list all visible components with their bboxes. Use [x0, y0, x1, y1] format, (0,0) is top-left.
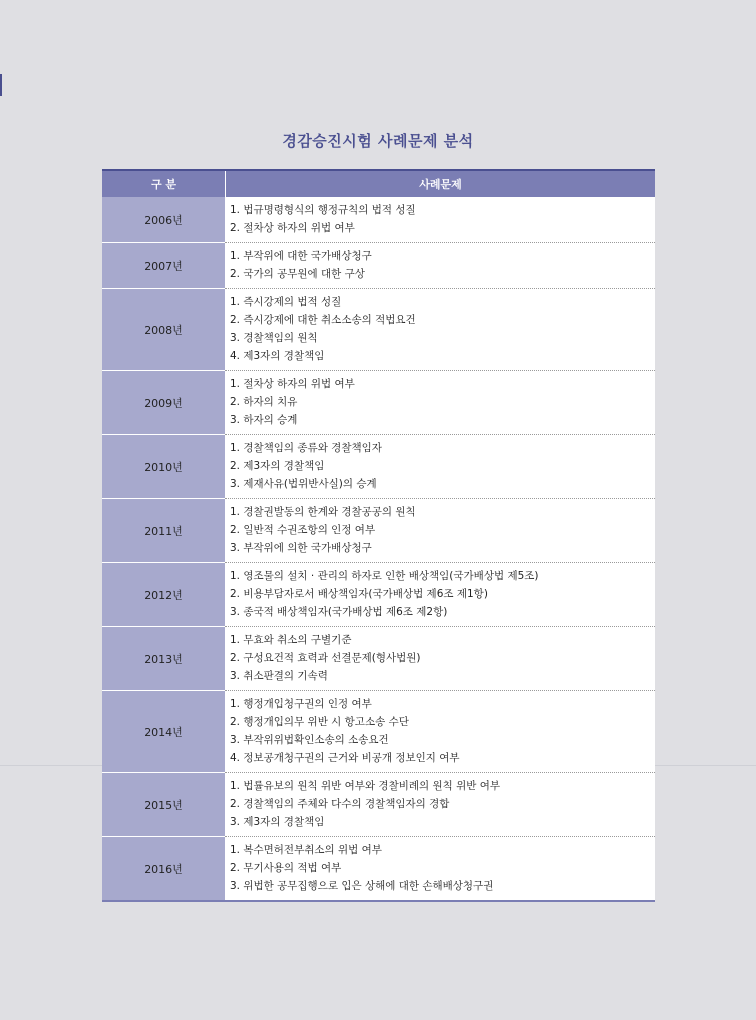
case-item: 1. 법규명령형식의 행정규칙의 법적 성질: [230, 204, 416, 216]
row-case-list: [225, 243, 655, 289]
case-item: 3. 취소판결의 기속력: [230, 670, 328, 682]
case-item: 3. 부작위에 의한 국가배상청구: [230, 542, 372, 554]
case-item: 1. 절차상 하자의 위법 여부: [230, 378, 355, 390]
left-edge-marker: [0, 74, 2, 96]
case-item: 3. 하자의 승계: [230, 414, 298, 426]
case-item: 2. 국가의 공무원에 대한 구상: [230, 268, 365, 280]
case-item: 1. 부작위에 대한 국가배상청구: [230, 250, 372, 262]
row-case-list: [225, 197, 655, 243]
case-item: 3. 위법한 공무집행으로 입은 상해에 대한 손해배상청구권: [230, 880, 494, 892]
case-analysis-table: [102, 169, 655, 902]
row-case-list: [225, 627, 655, 691]
case-item: 1. 무효와 취소의 구별기준: [230, 634, 352, 646]
case-item: 2. 경찰책임의 주체와 다수의 경찰책임자의 경합: [230, 798, 450, 810]
case-item: 1. 경찰책임의 종류와 경찰책임자: [230, 442, 382, 454]
row-year: 2008년: [102, 289, 225, 371]
table-row: [102, 837, 655, 902]
table-row: [102, 499, 655, 563]
case-item: 2. 구성요건적 효력과 선결문제(형사법원): [230, 652, 421, 664]
table-row: [102, 563, 655, 627]
table-row: [102, 773, 655, 837]
row-year: 2013년: [102, 627, 225, 691]
row-year: 2006년: [102, 197, 225, 243]
case-item: 1. 복수면허전부취소의 위법 여부: [230, 844, 382, 856]
table-row: [102, 627, 655, 691]
case-item: 4. 제3자의 경찰책임: [230, 350, 325, 362]
row-year: 2016년: [102, 837, 225, 902]
row-year: 2009년: [102, 371, 225, 435]
header-case-questions: 사례문제: [225, 171, 655, 197]
row-case-list: [225, 773, 655, 837]
row-year: 2007년: [102, 243, 225, 289]
case-item: 2. 절차상 하자의 위법 여부: [230, 222, 355, 234]
table-row: [102, 435, 655, 499]
case-item: 2. 하자의 치유: [230, 396, 298, 408]
row-case-list: [225, 499, 655, 563]
case-item: 3. 경찰책임의 원칙: [230, 332, 318, 344]
row-case-list: [225, 371, 655, 435]
case-item: 4. 정보공개청구권의 근거와 비공개 정보인지 여부: [230, 752, 460, 764]
case-item: 1. 즉시강제의 법적 성질: [230, 296, 342, 308]
table-body: [102, 197, 655, 902]
case-item: 2. 무기사용의 적법 여부: [230, 862, 342, 874]
case-item: 3. 부작위위법확인소송의 소송요건: [230, 734, 389, 746]
case-item: 1. 법률유보의 원칙 위반 여부와 경찰비례의 원칙 위반 여부: [230, 780, 501, 792]
table-row: [102, 243, 655, 289]
row-case-list: [225, 563, 655, 627]
row-case-list: [225, 289, 655, 371]
case-item: 2. 행정개입의무 위반 시 항고소송 수단: [230, 716, 409, 728]
page-title: 경감승진시험 사례문제 분석: [282, 132, 474, 150]
row-year: 2010년: [102, 435, 225, 499]
case-item: 1. 영조물의 설치 · 관리의 하자로 인한 배상책임(국가배상법 제5조): [230, 570, 539, 582]
table-header: [102, 171, 655, 197]
case-item: 3. 종국적 배상책임자(국가배상법 제6조 제2항): [230, 606, 448, 618]
case-item: 2. 비용부담자로서 배상책임자(국가배상법 제6조 제1항): [230, 588, 488, 600]
case-item: 3. 제재사유(법위반사실)의 승계: [230, 478, 377, 490]
case-item: 2. 제3자의 경찰책임: [230, 460, 325, 472]
row-year: 2015년: [102, 773, 225, 837]
table-row: [102, 197, 655, 243]
row-year: 2012년: [102, 563, 225, 627]
case-item: 3. 제3자의 경찰책임: [230, 816, 325, 828]
row-year: 2014년: [102, 691, 225, 773]
table-row: [102, 691, 655, 773]
table-row: [102, 371, 655, 435]
case-item: 1. 경찰권발동의 한계와 경찰공공의 원칙: [230, 506, 416, 518]
case-item: 1. 행정개입청구권의 인정 여부: [230, 698, 372, 710]
row-case-list: [225, 837, 655, 902]
case-item: 2. 일반적 수권조항의 인정 여부: [230, 524, 376, 536]
row-case-list: [225, 435, 655, 499]
table-row: [102, 289, 655, 371]
row-case-list: [225, 691, 655, 773]
case-item: 2. 즉시강제에 대한 취소소송의 적법요건: [230, 314, 416, 326]
row-year: 2011년: [102, 499, 225, 563]
header-category: 구 분: [150, 178, 177, 191]
